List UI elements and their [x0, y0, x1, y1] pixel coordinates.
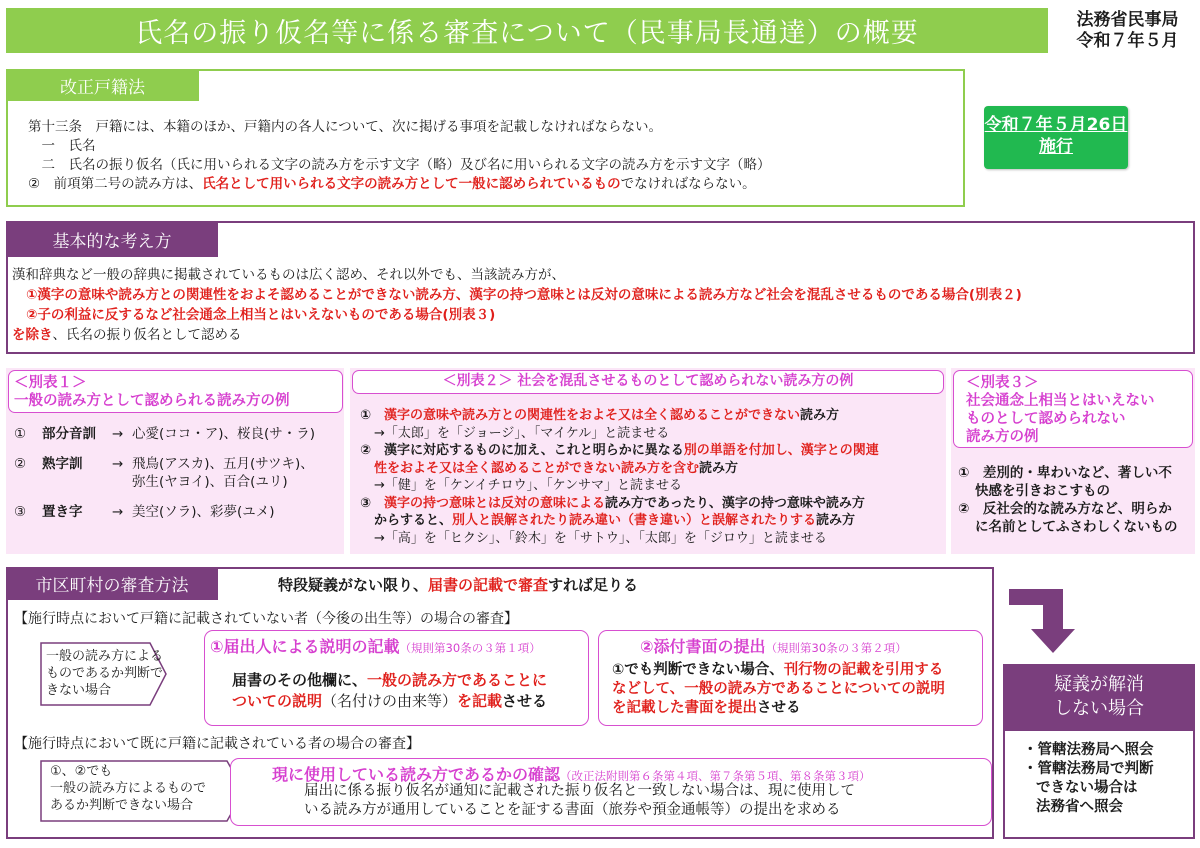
- text: ①届出人による説明の記載: [210, 637, 400, 656]
- list-item: ① 差別的・卑わいなど、著しい不: [958, 465, 1172, 481]
- exclusion-2: ②子の利益に反するなど社会通念上相当とはいえないものである場合(別表３): [26, 307, 496, 323]
- text: からすると、: [374, 513, 453, 528]
- example: →「健」を「ケンイチロウ」、「ケンサマ」と読ませる: [374, 478, 682, 493]
- list-item-cont: [360, 512, 879, 530]
- text-line: 一般の読み方による: [46, 649, 164, 664]
- text: すれば足りる: [548, 576, 639, 594]
- example: →「太郎」を「ジョージ」、「マイケル」と読ませる: [374, 425, 670, 441]
- item-number: ②: [360, 443, 385, 458]
- text-line: [232, 691, 547, 712]
- text-line: [612, 661, 945, 680]
- effective-date-badge: [984, 106, 1128, 169]
- procedure-2-body: [612, 661, 945, 718]
- legal-reference: （規則第30条の３第２項）: [765, 641, 907, 655]
- text-line: きない場合: [46, 683, 112, 698]
- basic-principle-tab: 基本的な考え方: [6, 221, 218, 257]
- item-number: ①: [360, 408, 385, 423]
- text-line: 一般の読み方によるもので: [50, 781, 207, 796]
- list-item: ② 反社会的な読み方など、明らか: [958, 501, 1172, 517]
- text: 読み方: [800, 408, 840, 423]
- condition-2-text: [50, 763, 206, 814]
- item-number: ③: [360, 495, 385, 511]
- effective-date: 令和７年５月26日: [984, 115, 1128, 135]
- text: ②添付書面の提出: [640, 637, 766, 656]
- list-item: ・管轄法務局へ照会: [1023, 742, 1154, 758]
- law-line: 第十三条 戸籍には、本籍のほか、戸籍内の各人について、次に掲げる事項を記載しなければならない。: [28, 119, 662, 135]
- highlight-text: 刊行物の記載を引用する: [783, 662, 944, 678]
- item-number: ③: [14, 504, 27, 520]
- appendix-table-1-body: [14, 425, 315, 533]
- list-item: [360, 495, 879, 513]
- item-examples: [132, 503, 275, 521]
- escalation-header: [1003, 664, 1195, 731]
- list-item: [360, 442, 879, 460]
- text: でなければならない。: [620, 176, 756, 192]
- case-2-title: 【施行時点において既に戸籍に記載されている者の場合の審査】: [14, 736, 420, 752]
- law-section-tab: 改正戸籍法: [6, 69, 199, 101]
- item-number: ②: [14, 456, 27, 472]
- law-line: 一 氏名: [28, 138, 96, 154]
- effective-label: 施行: [1039, 137, 1073, 157]
- highlight-text: 別の単語を付加し、漢字との関連: [683, 443, 879, 458]
- procedure-1-title: [210, 634, 541, 657]
- highlight-text: 性をおよそ又は全く認めることができない読み方を含む: [374, 460, 700, 476]
- appendix-table-3-body: [958, 464, 1178, 536]
- basic-principle-text: [12, 265, 1022, 345]
- list-item-cont: に名前としてふさわしくないもの: [975, 519, 1178, 535]
- appendix-table-2-body: [360, 407, 879, 547]
- legal-reference: （規則第30条の３第１項）: [399, 641, 541, 655]
- text-line: あるか判断できない場合: [50, 798, 194, 813]
- item-kind: 部分音訓: [42, 426, 96, 442]
- table-title: ものとして認められない: [966, 411, 1126, 427]
- text-line: いる読み方が通用していることを証する書面（旅券や預金通帳等）の提出を求める: [304, 802, 841, 818]
- text: させる: [757, 700, 801, 716]
- list-item: [14, 503, 315, 521]
- text-line: 疑義が解消: [1054, 674, 1144, 695]
- example: 心愛(ココ・ア)、桜良(サ・ラ): [132, 426, 316, 442]
- law-text: [28, 118, 771, 194]
- highlight-text: などして、一般の読み方であることについての説明: [612, 681, 945, 697]
- law-line: 二 氏名の振り仮名（氏に用いられる文字の読み方を示す文字（略）及び名に用いられる文字の読み方を示す文字（略）: [28, 157, 771, 173]
- table-label: ＜別表１＞: [14, 375, 87, 391]
- table-title: 一般の読み方として認められる読み方の例: [14, 393, 290, 409]
- highlight-text: 漢字の意味や読み方との関連性をおよそ又は全く認めることができない: [384, 408, 801, 423]
- bent-arrow-down-icon: [1005, 585, 1085, 655]
- text-line: しない場合: [1054, 698, 1144, 719]
- example: 美空(ソラ)、彩夢(ユメ): [132, 504, 275, 520]
- list-item: [14, 455, 315, 491]
- text-line: 届出に係る振り仮名が通知に記載された振り仮名と一致しない場合は、現に使用して: [304, 783, 855, 799]
- highlight-text: 一般の読み方であることに: [367, 671, 548, 689]
- list-item-cont: できない場合は: [1036, 780, 1138, 796]
- text-line: 漢和辞典など一般の辞典に掲載されているものは広く認め、それ以外でも、当該読み方が、: [12, 267, 565, 283]
- highlight-text: 届書の記載で審査: [428, 576, 549, 594]
- review-method-tab: 市区町村の審査方法: [6, 567, 218, 600]
- list-item-cont: [360, 460, 879, 478]
- text: 読み方であったり、漢字の持つ意味や読み方: [605, 495, 865, 511]
- arrow-icon: →: [112, 456, 124, 472]
- text: ①でも判断できない場合、: [612, 662, 784, 678]
- appendix-table-3-header: [953, 370, 1193, 448]
- text: 現に使用している読み方であるかの確認: [272, 765, 561, 784]
- item-number: ①: [14, 426, 27, 442]
- highlight-text: ついての説明: [232, 692, 323, 710]
- list-item: ・管轄法務局で判断: [1023, 761, 1154, 777]
- issuer-name: 法務省民事局: [1076, 10, 1179, 30]
- list-item: [360, 407, 879, 425]
- item-examples: [132, 425, 315, 443]
- text-line: [12, 325, 1022, 345]
- issue-date: 令和７年５月: [1076, 31, 1179, 51]
- text: 届書のその他欄に、: [232, 671, 368, 689]
- text-line: ものであるか判断で: [46, 666, 164, 681]
- appendix-table-2-header: ＜別表２＞ 社会を混乱させるものとして認められない読み方の例: [352, 370, 944, 394]
- highlight-text: 漢字の持つ意味とは反対の意味による: [384, 495, 606, 511]
- text-line: [612, 699, 945, 718]
- list-item-cont: 快感を引きおこすもの: [975, 483, 1110, 499]
- review-lead: [278, 574, 638, 595]
- list-item: [14, 425, 315, 443]
- item-kind: 熟字訓: [42, 456, 83, 472]
- law-line: [28, 175, 771, 194]
- case-1-title: 【施行時点において戸籍に記載されていない者（今後の出生等）の場合の審査】: [14, 611, 518, 627]
- text: 漢字に対応するものに加え、これと明らかに異なる: [384, 443, 684, 458]
- appendix-table-1-header: [8, 370, 343, 413]
- highlight-text: を記載した書面を提出: [612, 700, 757, 716]
- example: →「高」を「ヒクシ」、「鈴木」を「サトウ」、「太郎」を「ジロウ」と読ませる: [374, 530, 827, 546]
- escalation-body: [1003, 731, 1195, 839]
- text: させる: [502, 692, 548, 710]
- item-examples: [132, 455, 314, 491]
- exclusion-1: ①漢字の意味や読み方との関連性をおよそ認めることができない読み方、漢字の持つ意味とは反対の意味による読み方など社会を混乱させるものである場合(別表２): [26, 287, 1022, 303]
- page-title: 氏名の振り仮名等に係る審査について（民事局長通達）の概要: [6, 8, 1048, 53]
- item-kind: 置き字: [42, 504, 83, 520]
- text: 読み方: [816, 513, 856, 528]
- procedure-3-body: [304, 782, 855, 820]
- arrow-icon: →: [112, 426, 124, 442]
- procedure-1-body: [232, 670, 547, 712]
- condition-1-text: [46, 648, 163, 699]
- highlight-text: を記載: [457, 692, 503, 710]
- text: 読み方: [699, 460, 739, 476]
- highlight-text: 氏名として用いられる文字の読み方として一般に認められているもの: [202, 176, 621, 192]
- arrow-icon: →: [112, 504, 124, 520]
- text: （名付けの由来等）: [322, 692, 458, 710]
- legal-reference: （改正法附則第６条第４項、第７条第５項、第８条第３項）: [560, 769, 871, 783]
- text: ② 前項第二号の読み方は、: [28, 176, 203, 192]
- highlight-text: を除き: [12, 327, 53, 343]
- issuer-block: [1060, 10, 1195, 52]
- procedure-2-title: [640, 634, 907, 657]
- table-title: 社会通念上相当とはいえない: [966, 393, 1155, 409]
- table-title: 読み方の例: [966, 429, 1039, 445]
- example: 弥生(ヤヨイ)、百合(ユリ): [132, 474, 288, 490]
- text: 、氏名の振り仮名として認める: [52, 327, 242, 343]
- example: 飛鳥(アスカ)、五月(サツキ)、: [132, 456, 314, 472]
- text-line: [232, 670, 547, 691]
- text-line: ①、②でも: [50, 764, 113, 779]
- text: 特段疑義がない限り、: [278, 576, 429, 594]
- highlight-text: 別人と誤解されたり読み違い（書き違い）と誤解されたりする: [452, 513, 817, 528]
- list-item-cont: 法務省へ照会: [1036, 799, 1123, 815]
- table-label: ＜別表３＞: [966, 375, 1039, 391]
